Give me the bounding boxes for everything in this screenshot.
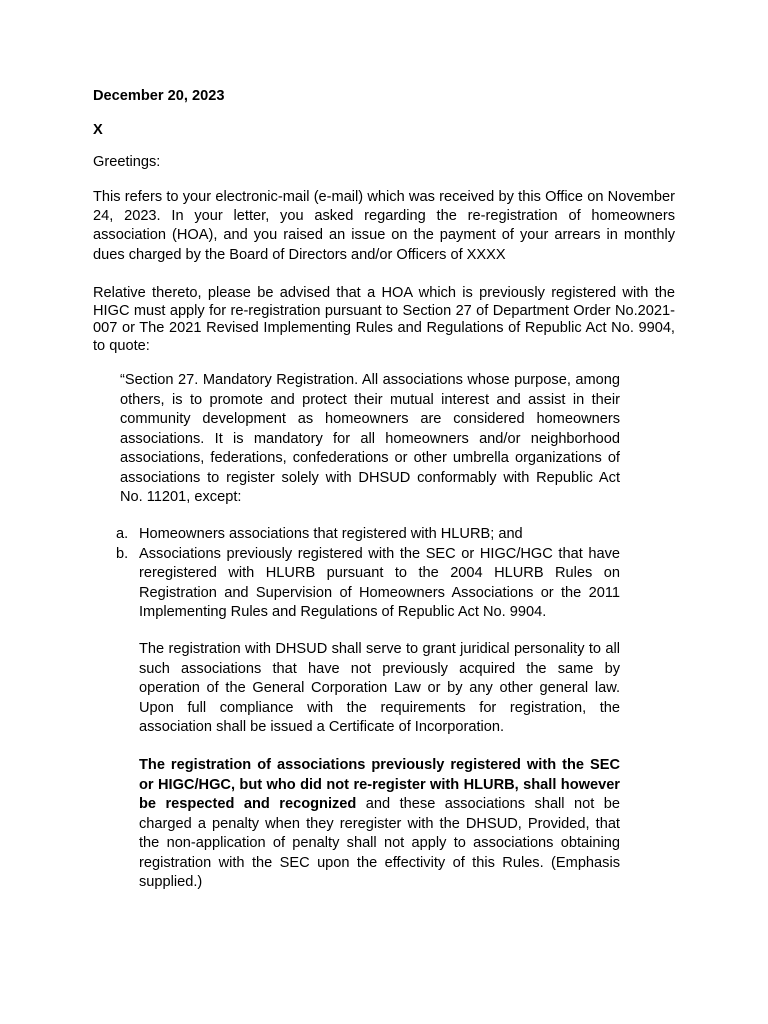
list-item-text: Homeowners associations that registered with HLURB; and <box>139 526 523 542</box>
intro-paragraph: This refers to your electronic-mail (e-mail) which was received by this Office on November 24, 2023. In your letter, you asked regarding the re-registration of homeowners association (HOA), and you raised an issue on the payment of your arrears in monthly dues charged by the Board of Directors and/or Officers of XXXX <box>93 189 675 263</box>
emphasis-paragraph <box>139 756 620 893</box>
section-27-quote: “Section 27. Mandatory Registration. All associations whose purpose, among others, is to promote and protect their mutual interest and assist in their community development as homeowners are considered homeowners associations. It is mandatory for all homeowners and/or neighborhood associations, federations, confederations or other umbrella organizations of associations to register solely with DHSUD conformably with Republic Act No. 11201, except: <box>120 372 620 505</box>
list-marker: b. <box>116 545 129 562</box>
emphasis-rest-text: and these associations shall not be charged a penalty when they reregister with the DHSUD, Provided, that the non-application of penalty shall not apply to associations obtaining registration with the SEC upon the effectivity of this Rules. (Emphasis supplied.) <box>139 796 620 890</box>
list-item-text: Associations previously registered with the SEC or HIGC/HGC that have reregistered with HLURB pursuant to the 2004 HLURB Rules on Registration and Supervision of Homeowners Associations or the 2011 Implementing Rules and Regulations of Republic Act No. 9904. <box>139 545 620 620</box>
list-item <box>116 525 620 545</box>
advice-paragraph: Relative thereto, please be advised that a HOA which is previously registered with the HIGC must apply for re-registration pursuant to Section 27 of Department Order No.2021-007 or The 2021 Revised Implementing Rules and Regulations of Republic Act No. 9904, to quote: <box>93 285 675 354</box>
list-item <box>116 545 620 623</box>
emphasis-bold-text: The registration of associations previously registered with the SEC or HIGC/HGC, but who did not re-register with HLURB, shall however be respected and recognized <box>139 757 620 812</box>
recipient-name: X <box>93 122 103 138</box>
juridical-personality-paragraph: The registration with DHSUD shall serve to grant juridical personality to all such associations that have not previously acquired the same by operation of the General Corporation Law or by any other general law. Upon full compliance with the requirements for registration, the association shall be issued a Certificate of Incorporation. <box>139 641 620 735</box>
letter-date: December 20, 2023 <box>93 88 225 104</box>
exception-list <box>116 525 620 623</box>
greeting: Greetings: <box>93 154 161 170</box>
list-marker: a. <box>116 526 129 542</box>
